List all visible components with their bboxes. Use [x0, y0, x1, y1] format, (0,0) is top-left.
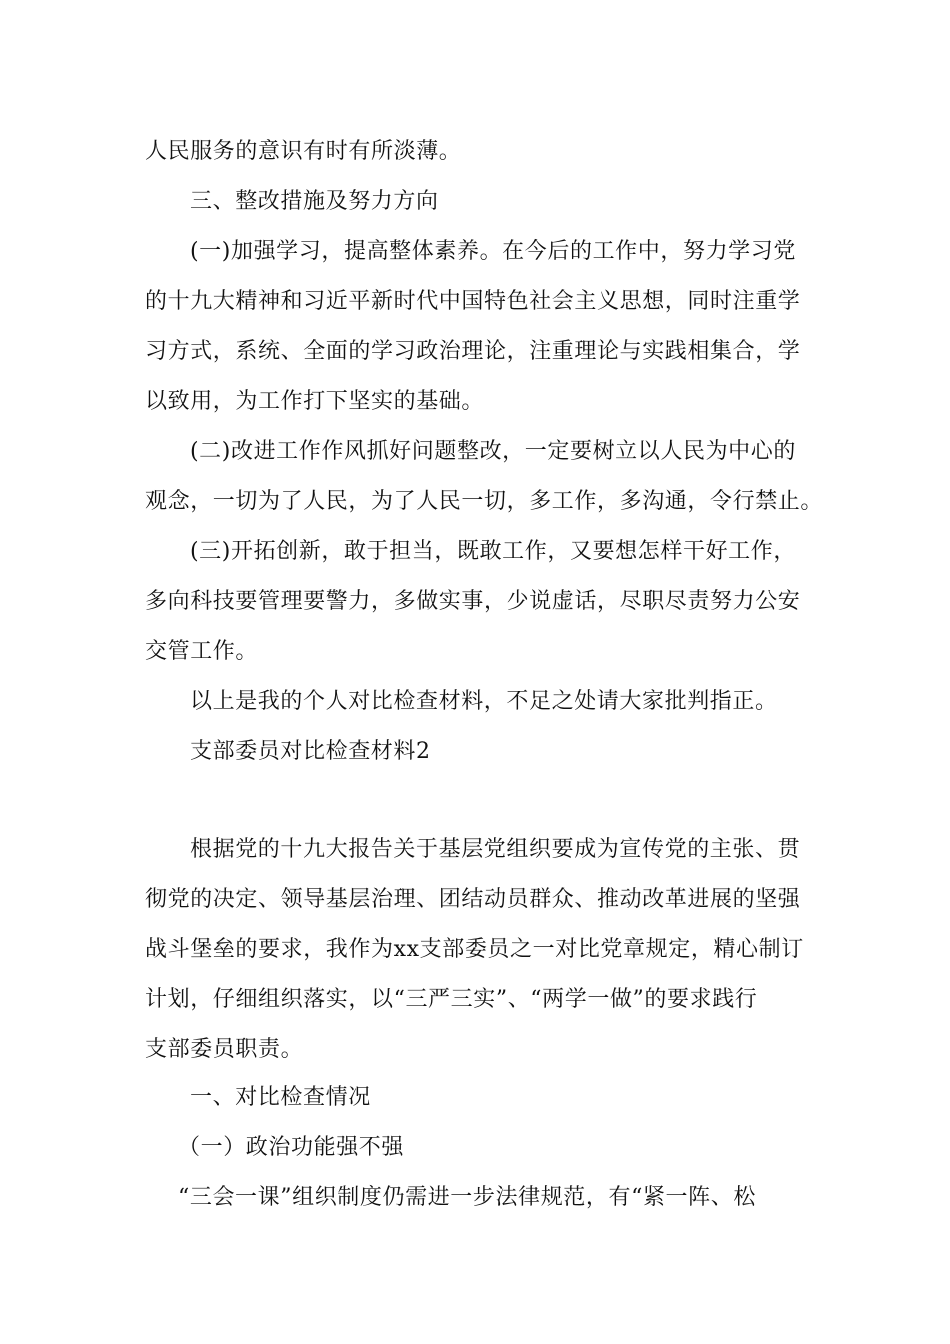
text-line: 彻党的决定、领导基层治理、团结动员群众、推动改革进展的坚强 [145, 887, 801, 912]
text-line: 战斗堡垒的要求，我作为xx支部委员之一对比党章规定，精心制订 [145, 937, 804, 962]
text-line: “三会一课”组织制度仍需进一步法律规范，有“紧一阵、松 [178, 1185, 756, 1210]
section-heading: 一、对比检查情况 [190, 1085, 371, 1110]
text-line: 观念，一切为了人民，为了人民一切，多工作，多沟通，令行禁止。 [145, 489, 824, 514]
text-line: (一)加强学习，提高整体素养。在今后的工作中，努力学习党 [190, 239, 796, 264]
text-line: 以上是我的个人对比检查材料，不足之处请大家批判指正。 [190, 689, 778, 714]
text-line: (二)改进工作作风抓好问题整改，一定要树立以人民为中心的 [190, 439, 796, 464]
text-line: 多向科技要管理要警力，多做实事，少说虚话，尽职尽责努力公安 [145, 589, 801, 614]
document-title: 支部委员对比检查材料2 [190, 739, 431, 764]
text-line: 以致用，为工作打下坚实的基础。 [145, 389, 485, 414]
text-line: 习方式，系统、全面的学习政治理论，注重理论与实践相集合，学 [145, 339, 801, 364]
text-line: 根据党的十九大报告关于基层党组织要成为宣传党的主张、贯 [190, 837, 801, 862]
text-line: 交管工作。 [145, 639, 259, 664]
section-heading: 三、整改措施及努力方向 [190, 189, 439, 214]
text-line: 支部委员职责。 [145, 1037, 304, 1062]
text-line: 人民服务的意识有时有所淡薄。 [145, 139, 462, 164]
text-line: (三)开拓创新，敢于担当，既敢工作，又要想怎样干好工作， [190, 539, 796, 564]
text-line: 计划，仔细组织落实，以“三严三实”、“两学一做”的要求践行 [145, 987, 758, 1012]
subsection-heading: （一）政治功能强不强 [178, 1135, 405, 1160]
text-line: 的十九大精神和习近平新时代中国特色社会主义思想，同时注重学 [145, 289, 801, 314]
